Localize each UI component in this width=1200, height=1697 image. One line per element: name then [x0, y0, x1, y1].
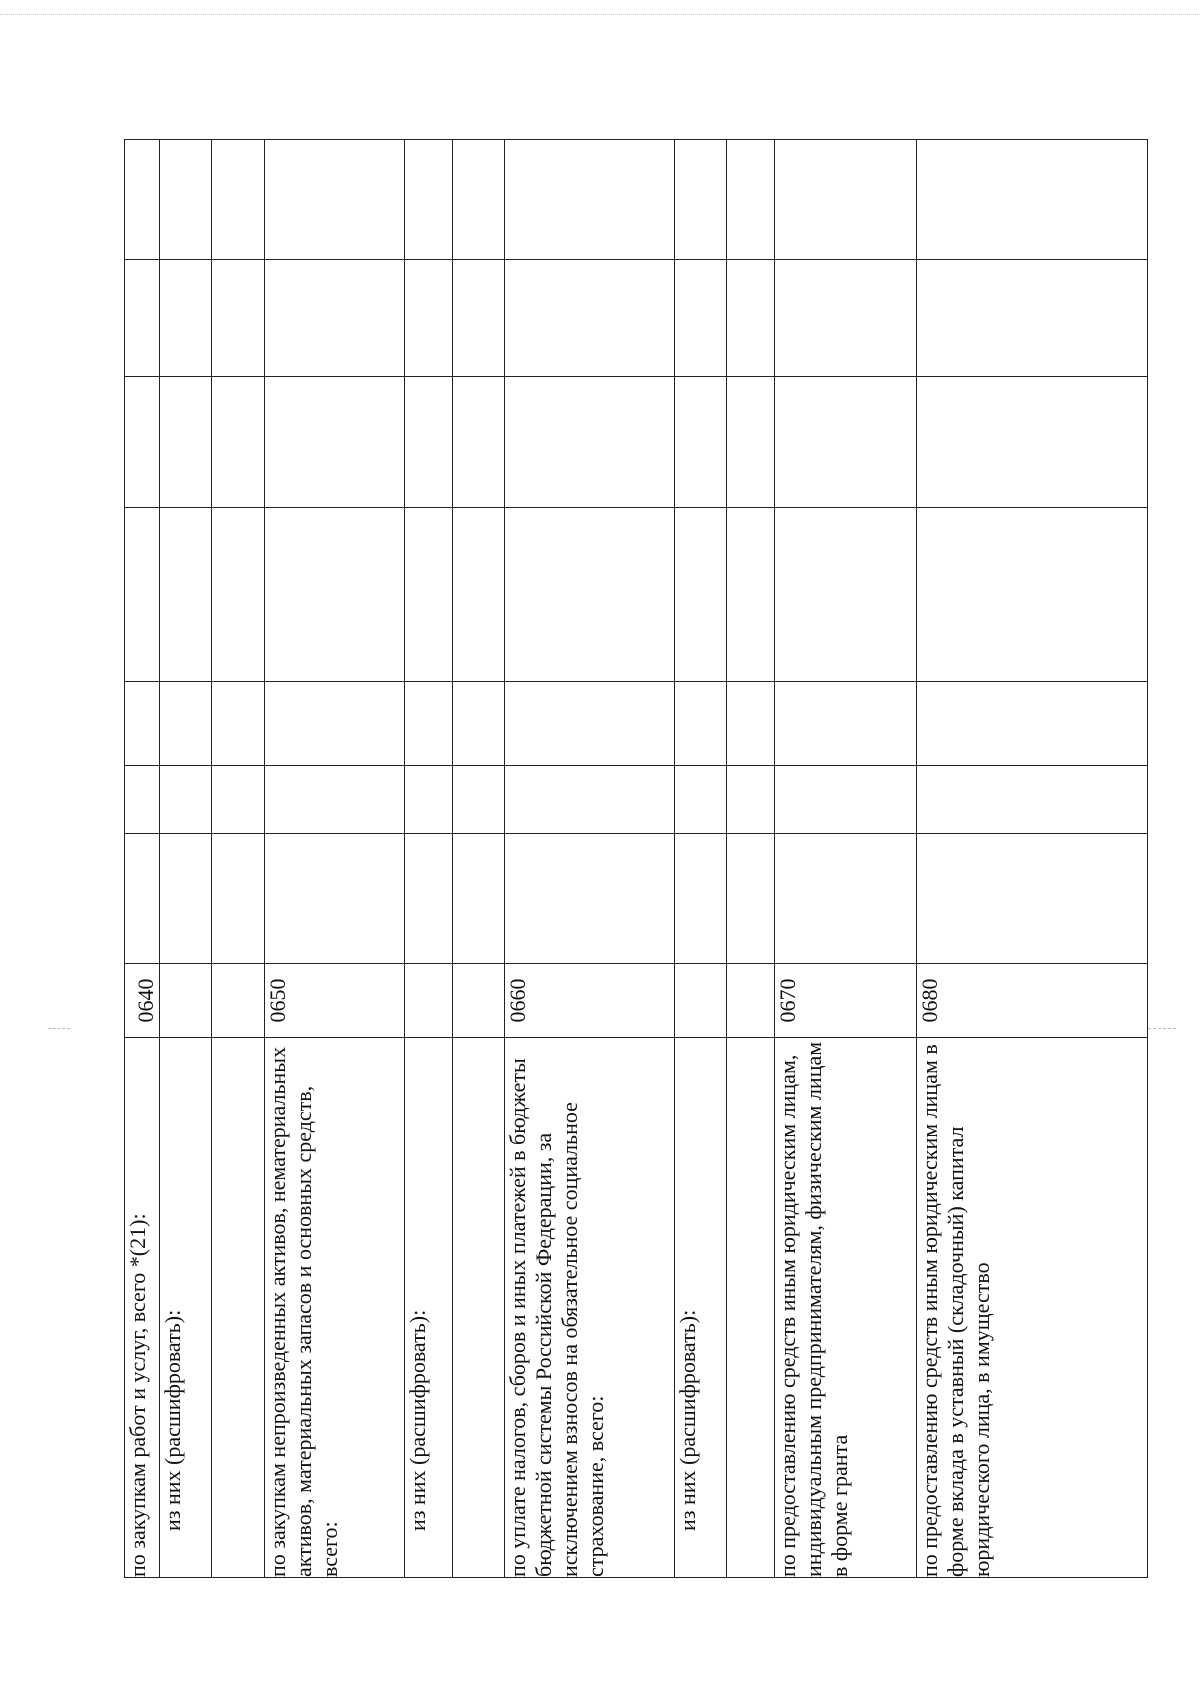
value-cell [727, 682, 775, 766]
value-cell [505, 834, 675, 964]
table-row [265, 140, 405, 1578]
value-cell [675, 834, 727, 964]
value-cell [775, 766, 917, 834]
value-cell [265, 682, 405, 766]
value-cell [125, 766, 160, 834]
value-cell [775, 508, 917, 682]
value-cell [405, 508, 453, 682]
value-cell [453, 260, 505, 377]
scan-mark-right [1148, 1028, 1176, 1029]
value-cell [505, 682, 675, 766]
expenses-table [124, 139, 1148, 1578]
value-cell [917, 682, 1148, 766]
row-label: по уплате налогов, сборов и иных платежей в бюджеты бюджетной системы Российской Федерации, за исключением взносов на обязательное социальное страхование, всего: [505, 1038, 675, 1578]
scan-mark-left [48, 1028, 70, 1029]
value-cell [405, 682, 453, 766]
value-cell [775, 834, 917, 964]
value-cell [917, 377, 1148, 508]
value-cell [265, 260, 405, 377]
value-cell [675, 682, 727, 766]
value-cell [453, 682, 505, 766]
value-cell [505, 260, 675, 377]
value-cell [160, 766, 212, 834]
row-code: 0670 [775, 964, 917, 1038]
table-row [917, 140, 1148, 1578]
value-cell [160, 834, 212, 964]
value-cell [917, 260, 1148, 377]
value-cell [917, 834, 1148, 964]
value-cell [453, 766, 505, 834]
value-cell [505, 766, 675, 834]
row-label: по предоставлению средств иным юридическим лицам, индивидуальным предпринимателям, физическим лицам в форме гранта [775, 1038, 917, 1578]
row-label: по закупкам работ и услуг, всего *(21): [125, 1038, 160, 1578]
value-cell [160, 377, 212, 508]
value-cell [125, 377, 160, 508]
value-cell [727, 377, 775, 508]
value-cell [675, 140, 727, 260]
value-cell [505, 508, 675, 682]
row-code [675, 964, 727, 1038]
row-label: по предоставлению средств иным юридическим лицам в форме вклада в уставный (складочный) капитал юридического лица, в имущество [917, 1038, 1148, 1578]
value-cell [125, 682, 160, 766]
value-cell [675, 377, 727, 508]
value-cell [917, 766, 1148, 834]
table-row [505, 140, 675, 1578]
row-label [453, 1038, 505, 1578]
value-cell [453, 377, 505, 508]
row-code: 0680 [917, 964, 1148, 1038]
value-cell [405, 766, 453, 834]
table-row [727, 140, 775, 1578]
value-cell [917, 140, 1148, 260]
row-code [160, 964, 212, 1038]
value-cell [405, 377, 453, 508]
top-dotted-rule [0, 14, 1200, 15]
value-cell [675, 260, 727, 377]
table-row [453, 140, 505, 1578]
value-cell [125, 834, 160, 964]
value-cell [212, 140, 265, 260]
value-cell [265, 377, 405, 508]
value-cell [505, 140, 675, 260]
value-cell [775, 260, 917, 377]
value-cell [125, 140, 160, 260]
value-cell [775, 140, 917, 260]
table-row [775, 140, 917, 1578]
row-label [212, 1038, 265, 1578]
table-row [212, 140, 265, 1578]
row-label: из них (расшифровать): [405, 1038, 453, 1578]
value-cell [265, 508, 405, 682]
row-code [727, 964, 775, 1038]
value-cell [505, 377, 675, 508]
value-cell [212, 377, 265, 508]
value-cell [405, 140, 453, 260]
table-row [405, 140, 453, 1578]
value-cell [453, 140, 505, 260]
value-cell [453, 834, 505, 964]
row-label: из них (расшифровать): [675, 1038, 727, 1578]
value-cell [212, 834, 265, 964]
rotated-table-wrapper [124, 140, 1146, 1578]
value-cell [212, 260, 265, 377]
value-cell [675, 508, 727, 682]
value-cell [160, 508, 212, 682]
value-cell [265, 766, 405, 834]
value-cell [160, 140, 212, 260]
row-label [727, 1038, 775, 1578]
value-cell [775, 682, 917, 766]
value-cell [727, 140, 775, 260]
value-cell [675, 766, 727, 834]
table-row [125, 140, 160, 1578]
value-cell [405, 260, 453, 377]
value-cell [212, 508, 265, 682]
table-row [675, 140, 727, 1578]
row-code: 0640 [125, 964, 160, 1038]
table-row [160, 140, 212, 1578]
row-label: по закупкам непроизведенных активов, нематериальных активов, материальных запасов и основных средств, всего: [265, 1038, 405, 1578]
value-cell [160, 682, 212, 766]
row-label: из них (расшифровать): [160, 1038, 212, 1578]
row-code [212, 964, 265, 1038]
value-cell [265, 834, 405, 964]
value-cell [453, 508, 505, 682]
value-cell [775, 377, 917, 508]
value-cell [727, 766, 775, 834]
row-code: 0650 [265, 964, 405, 1038]
value-cell [212, 682, 265, 766]
row-code [405, 964, 453, 1038]
value-cell [917, 508, 1148, 682]
value-cell [125, 260, 160, 377]
value-cell [125, 508, 160, 682]
row-code: 0660 [505, 964, 675, 1038]
value-cell [160, 260, 212, 377]
value-cell [727, 508, 775, 682]
row-code [453, 964, 505, 1038]
value-cell [405, 834, 453, 964]
value-cell [265, 140, 405, 260]
value-cell [212, 766, 265, 834]
value-cell [727, 260, 775, 377]
value-cell [727, 834, 775, 964]
